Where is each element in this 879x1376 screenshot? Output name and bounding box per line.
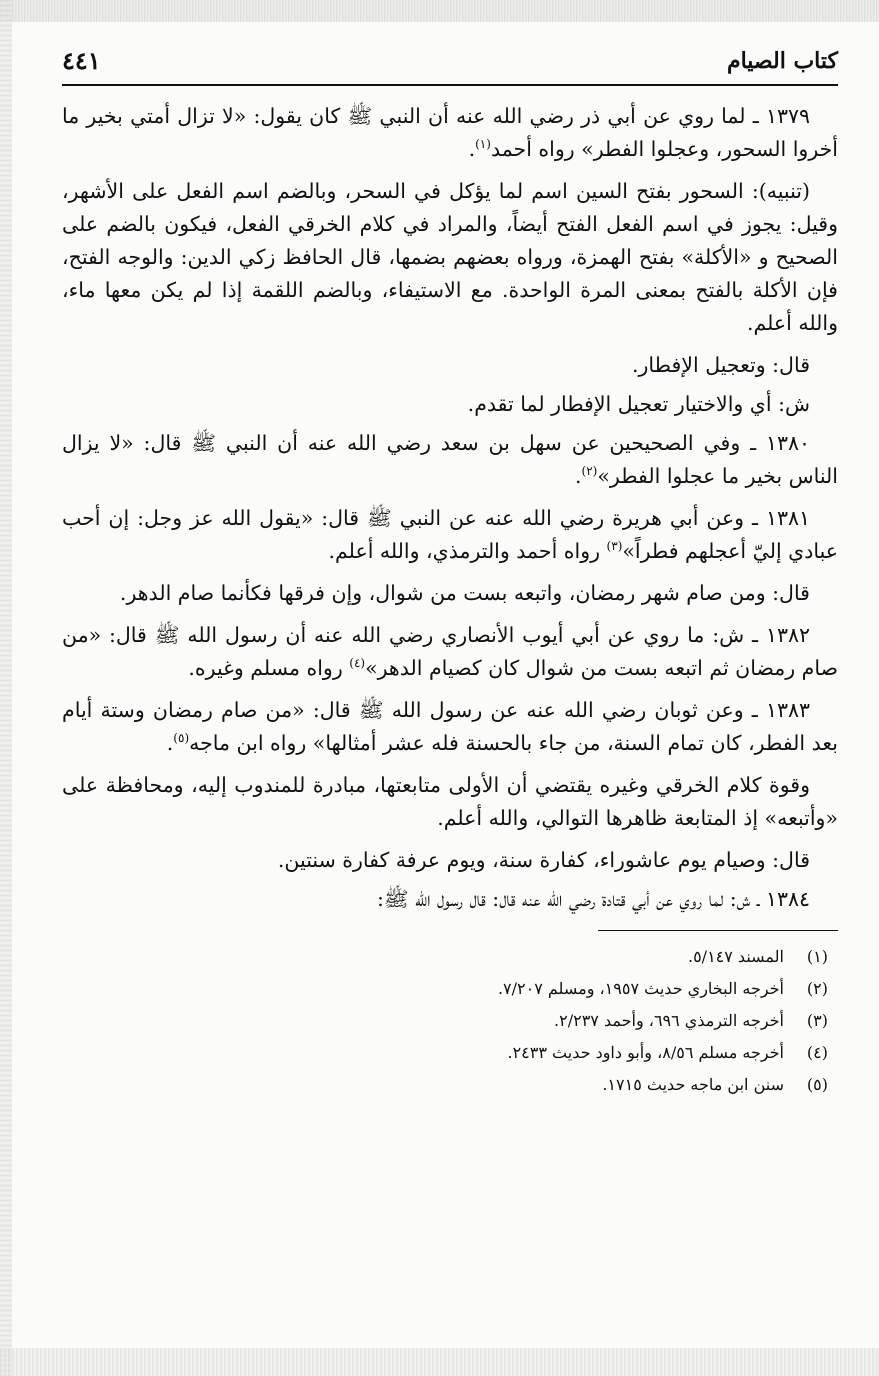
footnote-ref: (٣) — [606, 539, 623, 554]
footnote-ref: (٢) — [581, 464, 598, 479]
paragraph-qala-ashura: قال: وصيام يوم عاشوراء، كفارة سنة، ويوم عرفة كفارة سنتين. — [277, 848, 810, 872]
paragraph-1381: ١٣٨١ ـ وعن أبي هريرة رضي الله عنه عن النبي ﷺ قال: «يقول الله عز وجل: إن أحب عبادي إليّ أعجلهم فطراً»$^{(٣)}$ رواه أحمد والترمذي، والله أعلم. — [62, 506, 838, 563]
footnote-4 — [62, 1037, 838, 1069]
scan-edge-top — [0, 0, 879, 22]
paragraph-1383: ١٣٨٣ ـ وعن ثوبان رضي الله عنه عن رسول الله ﷺ قال: «من صام رمضان وستة أيام بعد الفطر، كان تمام السنة، من جاء بالحسنة فله عشر أمثالها» رواه ابن ماجه$^{(٥)}$. — [62, 698, 838, 755]
paragraph-kharaqi: وقوة كلام الخرقي وغيره يقتضي أن الأولى متابعتها، مبادرة للمندوب إليه، ومحافظة على «وأتبعه» إذ المتابعة ظاهرها التوالي، والله أعلم. — [62, 773, 838, 830]
paragraph-note-suhur: (تنبيه): السحور بفتح السين اسم لما يؤكل في السحر، وبالضم اسم الفعل على الأشهر، وقيل: يجوز في اسم الفعل الفتح أيضاً، والمراد في كلام الخرقي الفعل، فيكون بالضم على الصحيح و «الأكلة» بفتح الهمزة، ورواه بعضهم بضمها، قال الحافظ زكي الدين: والوجه الفتح، فإن الأكلة بالفتح بمعنى المرة الواحدة. مع الاستيفاء، وبالضم اللقمة إذا لم يكن معها ماء، والله أعلم. — [62, 179, 838, 335]
paragraph-1379: ١٣٧٩ ـ لما روي عن أبي ذر رضي الله عنه أن النبي ﷺ كان يقول: «لا تزال أمتي بخير ما أخروا السحور، وعجلوا الفطر» رواه أحمد$^{(١)}$. — [62, 104, 838, 161]
footnote-ref: (١) — [475, 137, 491, 152]
footnotes — [62, 941, 838, 1101]
page-header — [62, 40, 838, 86]
footnote-3 — [62, 1005, 838, 1037]
footnote-text: أخرجه مسلم ٨/٥٦، وأبو داود حديث ٢٤٣٣. — [507, 1043, 784, 1062]
footnote-text: سنن ابن ماجه حديث ١٧١٥. — [602, 1075, 784, 1094]
footnote-text: أخرجه الترمذي ٦٩٦، وأحمد ٢/٢٣٧. — [554, 1011, 784, 1030]
footnote-number: (٢) — [806, 979, 828, 998]
book-page — [62, 40, 838, 1330]
page-number: ٤٤١ — [62, 46, 101, 75]
footnote-text: أخرجه البخاري حديث ١٩٥٧، ومسلم ٧/٢٠٧. — [497, 979, 784, 998]
paragraph-1382: ١٣٨٢ ـ ش: ما روي عن أبي أيوب الأنصاري رضي الله عنه أن رسول الله ﷺ قال: «من صام رمضان ثم اتبعه بست من شوال كان كصيام الدهر»$^{(٤)}$ رواه مسلم وغيره. — [62, 623, 838, 680]
footnote-5 — [62, 1069, 838, 1101]
footnote-text: المسند ٥/١٤٧. — [687, 947, 784, 966]
paragraph-qala-shawwal: قال: ومن صام شهر رمضان، واتبعه بست من شوال، وإن فرقها فكأنما صام الدهر. — [119, 581, 810, 605]
footnote-ref: (٤) — [349, 656, 366, 671]
footnote-ref: (٥) — [173, 731, 190, 746]
footnote-2 — [62, 973, 838, 1005]
paragraph-1384: ١٣٨٤ ـ ش: لما روي عن أبي قتادة رضي الله عنه قال: قال رسول الله ﷺ: — [376, 887, 810, 911]
footnote-number: (١) — [806, 947, 828, 966]
footnote-number: (٤) — [806, 1043, 828, 1062]
running-title: كتاب الصيام — [726, 48, 838, 74]
paragraph-1380: ١٣٨٠ ـ وفي الصحيحين عن سهل بن سعد رضي الله عنه أن النبي ﷺ قال: «لا يزال الناس بخير ما عجلوا الفطر»$^{(٢)}$. — [62, 431, 838, 488]
footnote-number: (٥) — [806, 1075, 828, 1094]
footnote-divider — [598, 930, 838, 931]
paragraph-sharh-iftar: ش: أي والاختيار تعجيل الإفطار لما تقدم. — [467, 392, 810, 416]
main-text — [62, 100, 838, 916]
scan-edge-bottom — [0, 1348, 879, 1376]
footnote-number: (٣) — [806, 1011, 828, 1030]
footnote-1 — [62, 941, 838, 973]
paragraph-qala-iftar: قال: وتعجيل الإفطار. — [632, 353, 810, 377]
scan-edge-left — [0, 0, 12, 1376]
